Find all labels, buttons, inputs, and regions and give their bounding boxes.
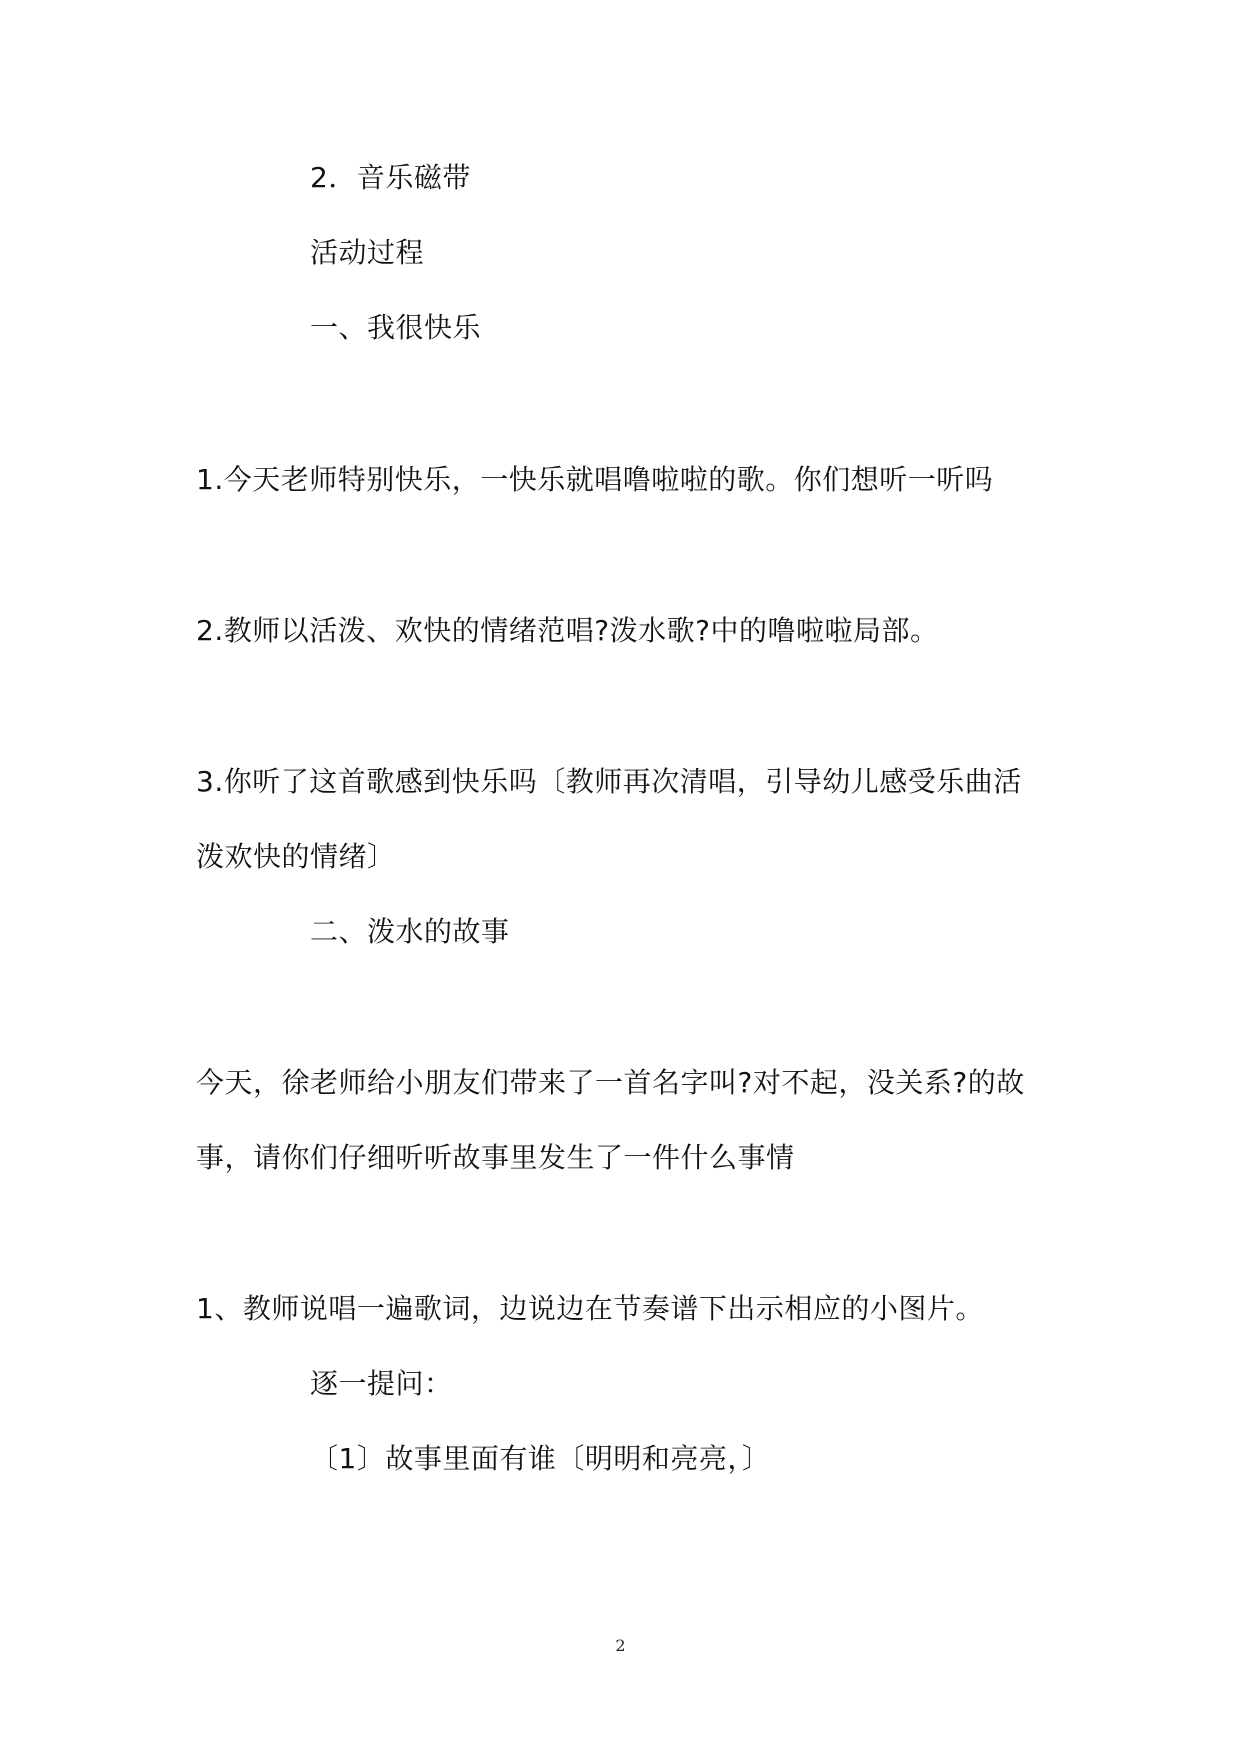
paragraph-step-3-line-2: 泼欢快的情绪〕 [196, 840, 396, 873]
questions-heading: 逐一提问： [310, 1367, 453, 1400]
section-heading-part-1: 一、我很快乐 [310, 311, 482, 344]
paragraph-step-2: 2.教师以活泼、欢快的情绪范唱?泼水歌?中的噜啦啦局部。 [196, 614, 939, 647]
section-heading-part-2: 二、泼水的故事 [310, 915, 510, 948]
paragraph-step-1: 1.今天老师特别快乐，一快乐就唱噜啦啦的歌。你们想听一听吗 [196, 463, 994, 496]
paragraph-teacher-sings: 1、教师说唱一遍歌词，边说边在节奏谱下出示相应的小图片。 [196, 1292, 984, 1325]
paragraph-step-3-line-1: 3.你听了这首歌感到快乐吗〔教师再次清唱，引导幼儿感受乐曲活 [196, 765, 1022, 798]
material-item-2: 2．音乐磁带 [310, 161, 471, 194]
paragraph-story-intro-line-1: 今天，徐老师给小朋友们带来了一首名字叫?对不起，没关系?的故 [196, 1066, 1025, 1099]
page-number: 2 [615, 1636, 626, 1655]
paragraph-story-intro-line-2: 事，请你们仔细听听故事里发生了一件什么事情 [196, 1141, 795, 1174]
question-1: 〔1〕故事里面有谁〔明明和亮亮，〕 [310, 1442, 771, 1475]
section-heading-activity-process: 活动过程 [310, 236, 425, 269]
